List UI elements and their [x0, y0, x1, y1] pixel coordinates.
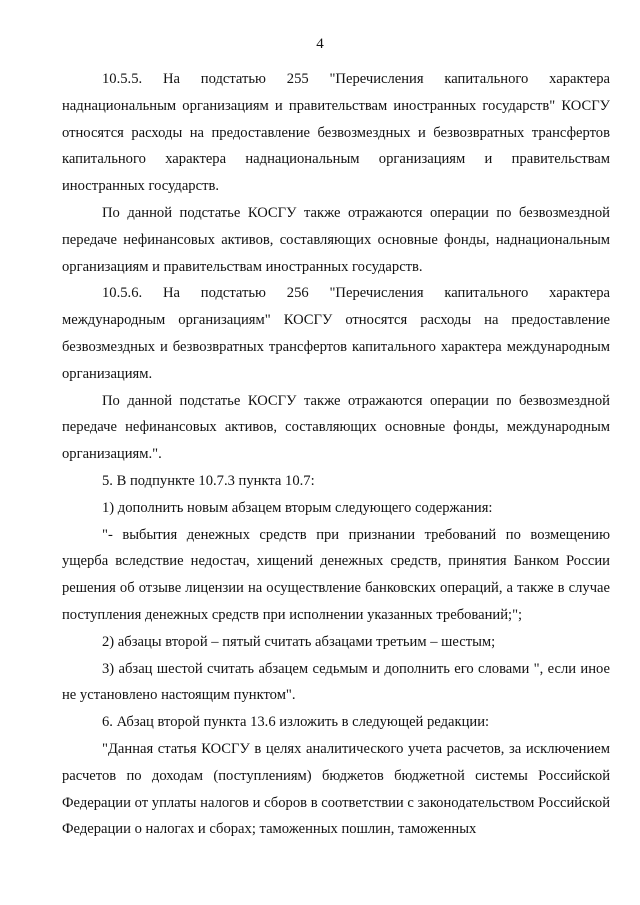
paragraph-quoted-addition: "- выбытия денежных средств при признании требований по возмещению ущерба вследствие недостач, хищений денежных средств, принятия Банком России решения об отзыве лицензии на осуществление банковских операций, а также в случае поступления денежных средств при исполнении указанных требований;";: [62, 526, 610, 623]
page-number: 4: [316, 36, 324, 52]
paragraph-quoted-13-6: "Данная статья КОСГУ в целях аналитического учета расчетов, за исключением расчетов по доходам (поступлениям) бюджетов бюджетной системы Российской Федерации от уплаты налогов и сборов в соответствии с законодательством Российской Федерации о налогах и сборах; таможенных пошлин, таможенных: [62, 740, 610, 838]
paragraph-10-5-5: 10.5.5. На подстатью 255 "Перечисления капитального характера наднациональным организациям и правительствам иностранных государств" КОСГУ относятся расходы на предоставление безвозмездных и безвозвратных трансфертов капитального характера наднациональным организациям и правительствам иностранных государств.: [62, 71, 610, 195]
paragraph-10-5-6: 10.5.6. На подстатью 256 "Перечисления капитального характера международным организациям" КОСГУ относятся расходы на предоставление безвозмездных и безвозвратных трансфертов капитального характера международным организациям.: [62, 285, 610, 382]
paragraph-item-5: 5. В подпункте 10.7.3 пункта 10.7:: [102, 472, 315, 489]
paragraph-item-6: 6. Абзац второй пункта 13.6 изложить в следующей редакции:: [102, 714, 490, 731]
paragraph-item-5-3: 3) абзац шестой считать абзацем седьмым и дополнить его словами ", если иное не установлено настоящим пунктом".: [62, 660, 610, 704]
document-body: [62, 66, 610, 843]
paragraph-item-5-1: 1) дополнить новым абзацем вторым следующего содержания:: [102, 499, 493, 516]
paragraph-item-5-2: 2) абзацы второй – пятый считать абзацами третьим – шестым;: [102, 633, 496, 650]
paragraph-10-5-5-note: По данной подстатье КОСГУ также отражаются операции по безвозмездной передаче нефинансовых активов, составляющих основные фонды, наднациональным организациям и правительствам иностранных государств.: [62, 204, 610, 275]
paragraph-10-5-6-note: По данной подстатье КОСГУ также отражаются операции по безвозмездной передаче нефинансовых активов, составляющих основные фонды, международным организациям.".: [62, 392, 610, 463]
